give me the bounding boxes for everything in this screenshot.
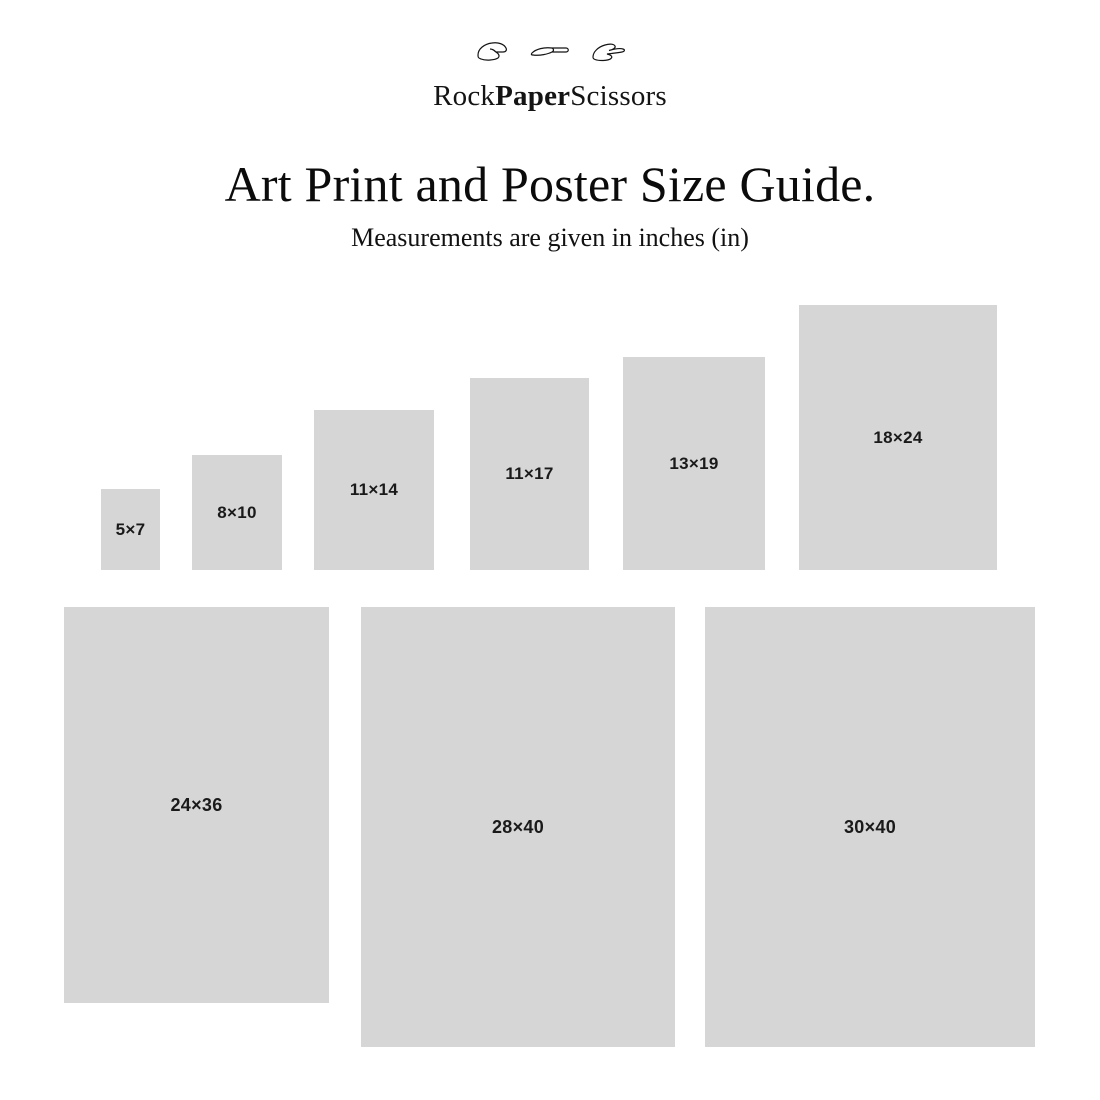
size-box-label: 11×17 — [505, 464, 554, 483]
page-subtitle: Measurements are given in inches (in) — [351, 223, 749, 252]
size-box-label: 8×10 — [217, 502, 257, 522]
size-box-11x14[interactable] — [314, 410, 434, 570]
size-box-30x40[interactable] — [705, 607, 1035, 1047]
size-box-28x40[interactable] — [361, 607, 675, 1047]
scissors-hand-icon — [588, 37, 628, 72]
title-block — [0, 155, 1100, 253]
brand-name-part-3: Scissors — [570, 80, 667, 112]
size-box-5x7[interactable] — [101, 489, 160, 570]
paper-hand-icon — [528, 37, 572, 72]
size-box-label: 24×36 — [170, 794, 223, 815]
brand-name-part-1: Rock — [433, 80, 496, 112]
size-box-11x17[interactable] — [470, 378, 589, 570]
size-box-label: 18×24 — [873, 427, 923, 447]
size-box-label: 13×19 — [669, 453, 719, 473]
brand-name — [0, 80, 1100, 113]
brand-header — [0, 0, 1100, 113]
size-box-label: 30×40 — [843, 816, 897, 837]
size-box-label: 5×7 — [115, 519, 146, 539]
size-box-label: 28×40 — [491, 816, 545, 837]
page-title: Art Print and Poster Size Guide. — [224, 156, 876, 212]
brand-logo — [0, 34, 1100, 74]
brand-name-part-2: Paper — [495, 80, 571, 112]
size-box-13x19[interactable] — [623, 357, 765, 570]
rock-hand-icon — [472, 37, 512, 72]
size-box-label: 11×14 — [349, 480, 399, 499]
size-box-24x36[interactable] — [64, 607, 329, 1003]
size-box-18x24[interactable] — [799, 305, 997, 570]
size-box-8x10[interactable] — [192, 455, 282, 570]
